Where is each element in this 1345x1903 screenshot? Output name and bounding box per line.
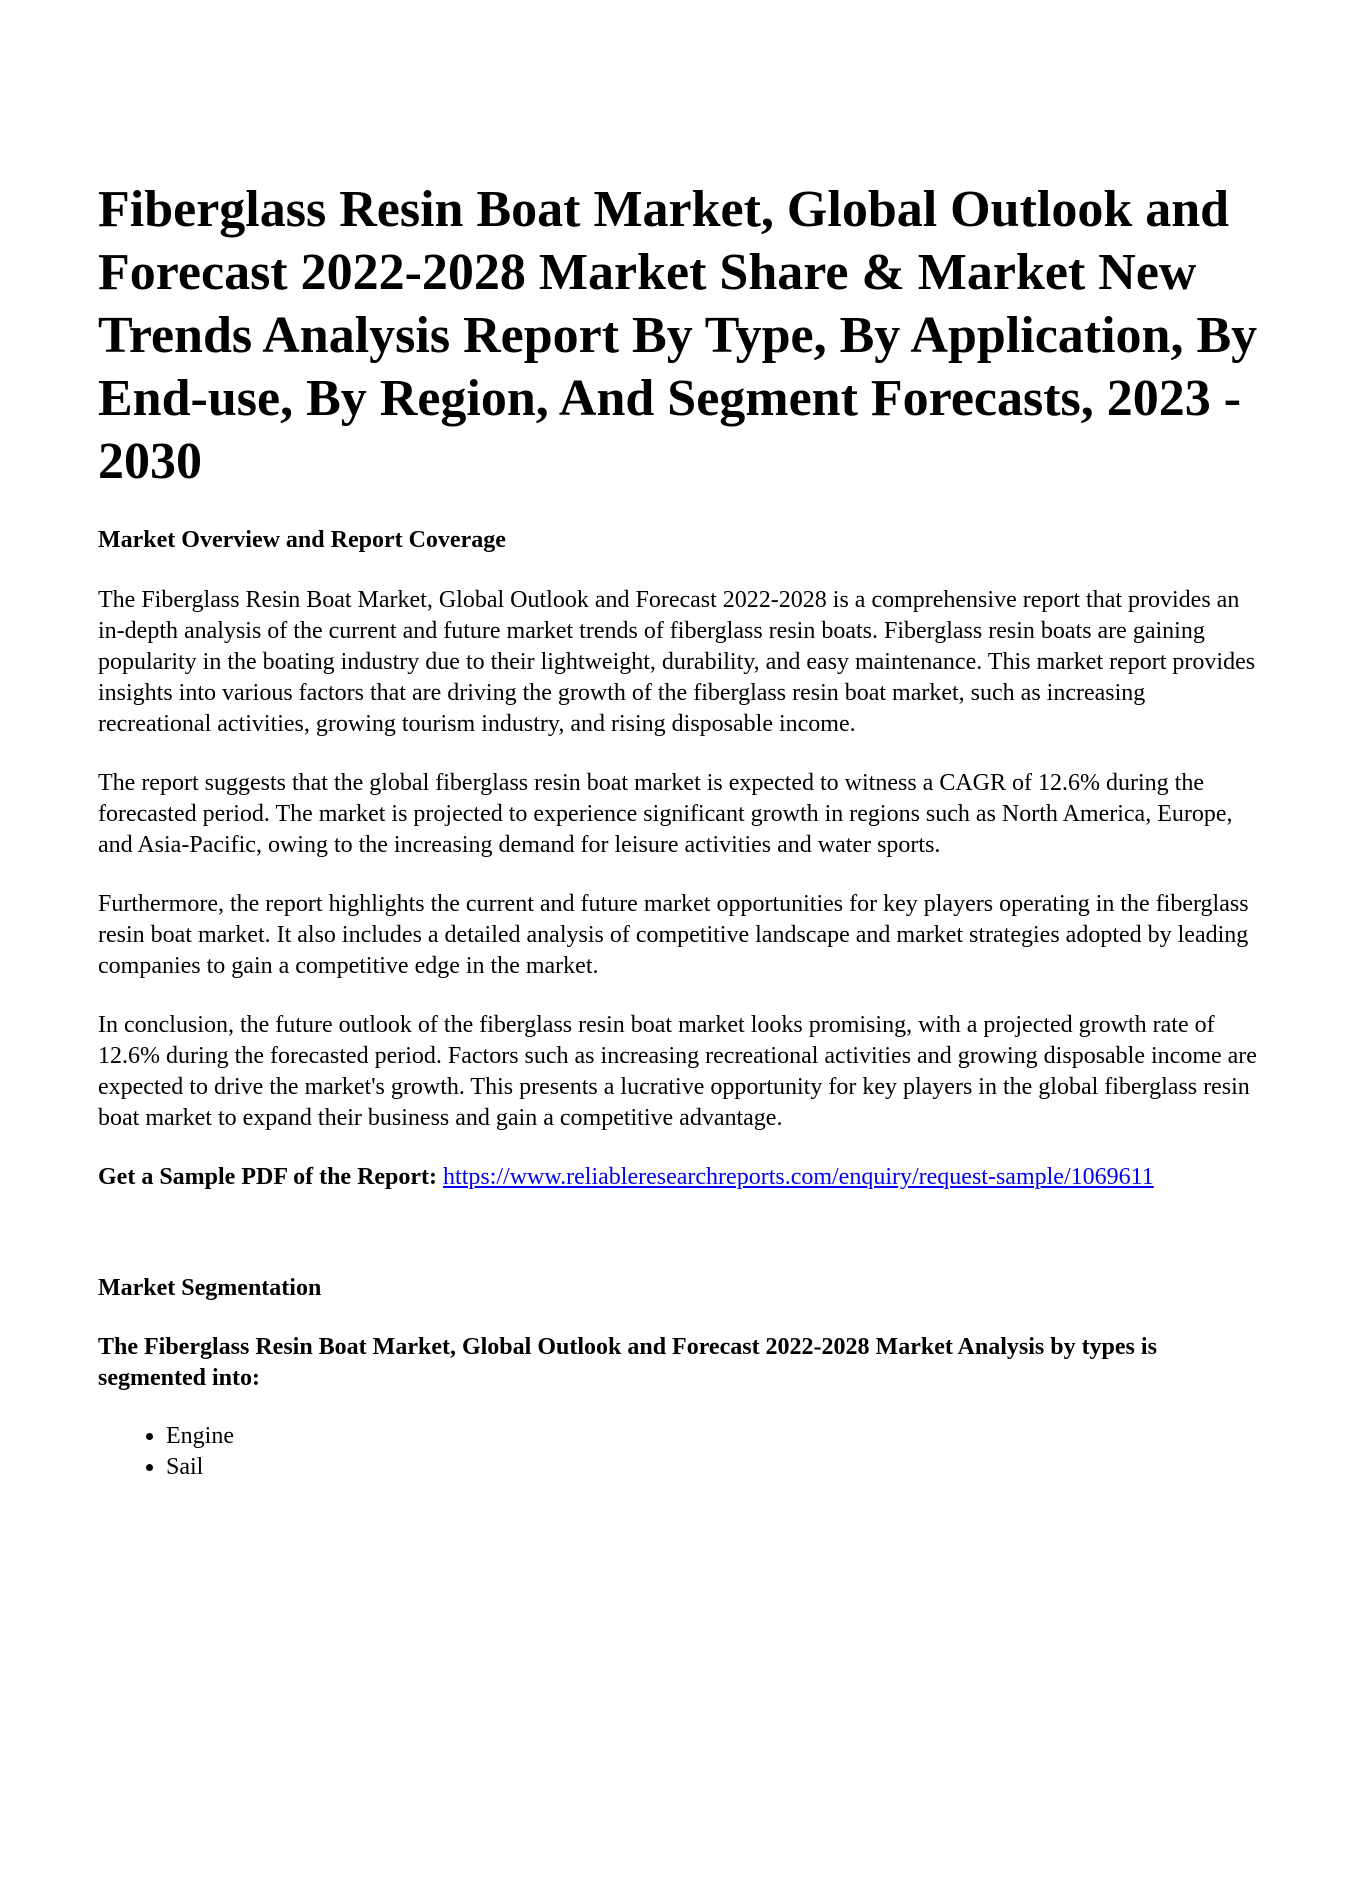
section-heading-overview: Market Overview and Report Coverage — [98, 527, 506, 553]
list-item: • Engine — [166, 1421, 1258, 1452]
sample-pdf-line — [98, 1162, 1258, 1193]
types-list — [98, 1421, 1258, 1483]
paragraph-cagr: The report suggests that the global fiberglass resin boat market is expected to witness a CAGR of 12.6% during the forecasted period. The market is projected to experience significant growth in regions such as North America, Europe, and Asia-Pacific, owing to the increasing demand for leisure activities and water sports. — [98, 770, 1233, 858]
paragraph-opportunities: Furthermore, the report highlights the current and future market opportunities for key players operating in the fiberglass resin boat market. It also includes a detailed analysis of competitive landscape and market strategies adopted by leading companies to gain a competitive edge in the market. — [98, 891, 1249, 979]
section-heading-segmentation: Market Segmentation — [98, 1275, 322, 1301]
paragraph-intro: The Fiberglass Resin Boat Market, Global Outlook and Forecast 2022-2028 is a comprehensive report that provides an in-depth analysis of the current and future market trends of fiberglass resin boats. Fiberglass resin boats are gaining popularity in the boating industry due to their lightweight, durability, and easy maintenance. This market report provides insights into various factors that are driving the growth of the fiberglass resin boat market, such as increasing recreational activities, growing tourism industry, and rising disposable income. — [98, 587, 1256, 737]
paragraph-conclusion: In conclusion, the future outlook of the fiberglass resin boat market looks promising, with a projected growth rate of 12.6% during the forecasted period. Factors such as increasing recreational activities and growing disposable income are expected to drive the market's growth. This presents a lucrative opportunity for key players in the global fiberglass resin boat market to expand their business and gain a competitive advantage. — [98, 1012, 1257, 1131]
sample-pdf-label: Get a Sample PDF of the Report: — [98, 1164, 438, 1190]
sample-pdf-link[interactable]: https://www.reliableresearchreports.com/enquiry/request-sample/1069611 — [443, 1164, 1154, 1190]
types-heading: The Fiberglass Resin Boat Market, Global Outlook and Forecast 2022-2028 Market Analysis by types is segmented into: — [98, 1334, 1157, 1391]
document-page — [98, 178, 1258, 1483]
list-item: • Sail — [166, 1452, 1258, 1483]
document-title: Fiberglass Resin Boat Market, Global Outlook and Forecast 2022-2028 Market Share & Market New Trends Analysis Report By Type, By Application, By End-use, By Region, And Segment Forecasts, 2023 - 2030 — [98, 181, 1258, 490]
